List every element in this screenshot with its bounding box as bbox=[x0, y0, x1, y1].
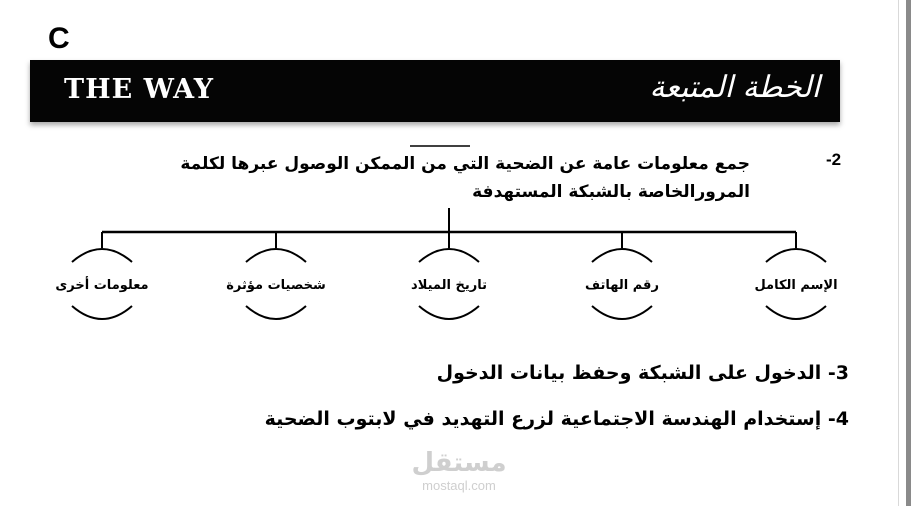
corner-letter: C bbox=[48, 22, 70, 55]
node-arc-bottom bbox=[592, 306, 652, 319]
node-arc-bottom bbox=[72, 306, 132, 319]
node-arc-top bbox=[592, 249, 652, 262]
node-label-phone: رقم الهاتف bbox=[585, 278, 659, 293]
node-arc-top bbox=[419, 249, 479, 262]
node-arc-top bbox=[766, 249, 826, 262]
watermark-latin: mostaql.com bbox=[422, 478, 496, 493]
node-label-full-name: الإسم الكامل bbox=[754, 278, 838, 293]
node-label-birthdate: تاريخ الميلاد bbox=[411, 278, 487, 293]
watermark-arabic: مستقل bbox=[411, 448, 507, 478]
step-4-text: 4- إستخدام الهندسة الاجتماعية لزرع التهديد في لابتوب الضحية bbox=[264, 408, 849, 430]
node-label-influencers: شخصيات مؤثرة bbox=[226, 278, 326, 293]
node-arc-top bbox=[72, 249, 132, 262]
step-3-text: 3- الدخول على الشبكة وحفظ بيانات الدخول bbox=[436, 362, 849, 384]
node-label-other-info: معلومات أخرى bbox=[55, 278, 149, 293]
node-arc-bottom bbox=[419, 306, 479, 319]
node-arc-bottom bbox=[246, 306, 306, 319]
watermark bbox=[394, 448, 524, 494]
step-2-text: جمع معلومات عامة عن الضحية التي من الممكن الوصول عبرها لكلمة المرورالخاصة بالشبكة المستهدفة bbox=[180, 154, 750, 202]
banner-title: THE WAY bbox=[64, 74, 215, 105]
banner-arabic-title: الخطة المتبعة bbox=[649, 70, 820, 105]
node-arc-bottom bbox=[766, 306, 826, 319]
step-2-number: -2 bbox=[826, 150, 842, 169]
node-arc-top bbox=[246, 249, 306, 262]
